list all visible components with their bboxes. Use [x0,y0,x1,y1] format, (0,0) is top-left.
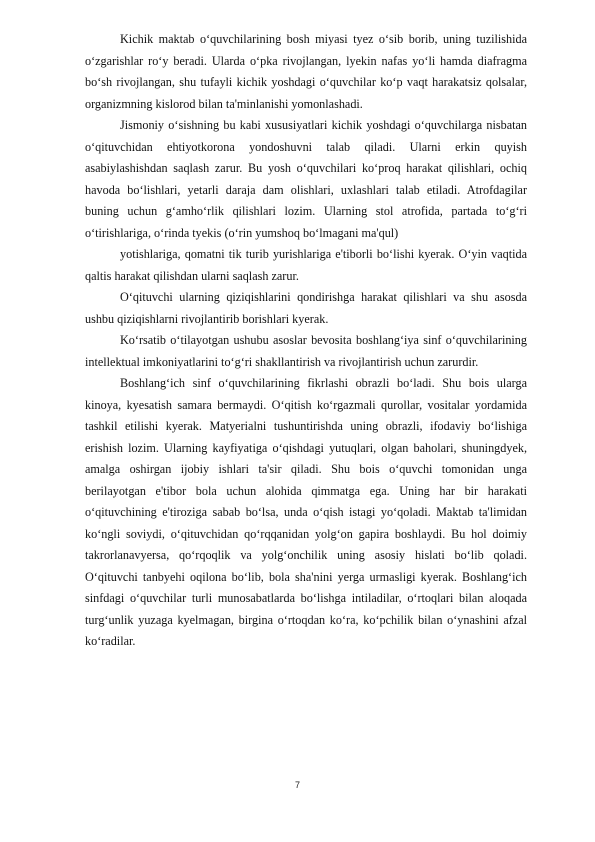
paragraph-3: yotishlariga, qomatni tik turib yurishlariga e'tiborli bo‘lishi kyerak. O‘yin vaqtida qaltis harakat qilishdan ularni saqlash zarur. [85,247,527,283]
paragraph-4: O‘qituvchi ularning qiziqishlarini qondirishga harakat qilishlari va shu asosda ushbu qiziqishlarni rivojlantirib borishlari kyerak. [85,290,527,326]
paragraph-6: Boshlang‘ich sinf o‘quvchilarining fikrlashi obrazli bo‘ladi. Shu bois ularga kinoya, kyesatish samara bermaydi. O‘qitish ko‘rgazmali qurollar, vositalar yordamida tashkil etilishi kyerak. Matyerialni tushuntirishda uning obrazli, ifodaviy bo‘lishiga erishish lozim. Ularning kayfiyatiga o‘qishdagi yutuqlari, olgan baholari, shuningdyek, amalga oshirgan ijobiy ishlari ta'sir qiladi. Shu bois o‘quvchi tomonidan unga berilayotgan e'tibor bola uchun alohida qimmatga ega. Uning har bir harakati o‘qituvchining e'tiroziga sabab bo‘lsa, unda o‘qish istagi yo‘qoladi. Maktab ta'limidan ko‘ngli soviydi, o‘qituvchidan qo‘rqqanidan yolg‘on gapira boshlaydi. Bu hol doimiy takrorlanavyersa, qo‘rqoqlik va yolg‘onchilik uning asosiy hislati bo‘lib qoladi. O‘qituvchi tanbyehi oqilona bo‘lib, bola sha'nini yerga urmasligi kyerak. Boshlang‘ich sinfdagi o‘quvchilar turli munosabatlarda bo‘lishga intiladilar, o‘rtoqlari bilan aloqada turg‘unlik yuzaga kyelmagan, birgina o‘rtoqdan ko‘ra, ko‘pchilik bilan o‘ynashini afzal ko‘radilar. [85,376,527,648]
paragraph-5: Ko‘rsatib o‘tilayotgan ushubu asoslar bevosita boshlang‘iya sinf o‘quvchilarining intellektual imkoniyatlarini to‘g‘ri shakllantirish va rivojlantirish uchun zarurdir. [85,333,527,369]
page-number: 7 [294,780,300,790]
paragraph-2: Jismoniy o‘sishning bu kabi xususiyatlari kichik yoshdagi o‘quvchilarga nisbatan o‘qituvchidan ehtiyotkorona yondoshuvni talab qiladi. Ularni erkin quyish asabiylashishdan saqlash zarur. Bu yosh o‘quvchilari ko‘proq harakat qilishlari, ochiq havoda bo‘lishlari, yetarli daraja dam olishlari, uxlashlari talab etiladi. Atrofdagilar buning uchun g‘amho‘rlik qilishlari lozim. Ularning stol atrofida, partada to‘g‘ri o‘tirishlariga, o‘rinda tyekis (o‘rin yumshoq bo‘lmagani ma'qul) [85,118,527,240]
body-text [85,29,527,653]
paragraph-1: Kichik maktab o‘quvchilarining bosh miyasi tyez o‘sib borib, uning tuzilishida o‘zgarishlar ro‘y beradi. Ularda o‘pka rivojlangan, lyekin nafas yo‘li hamda diafragma bo‘sh rivojlangan, shu tufayli kichik yoshdagi o‘quvchilar ko‘p vaqt harakatsiz qolsalar, organizmning kislorod bilan ta'minlanishi yomonlashadi. [85,32,527,111]
